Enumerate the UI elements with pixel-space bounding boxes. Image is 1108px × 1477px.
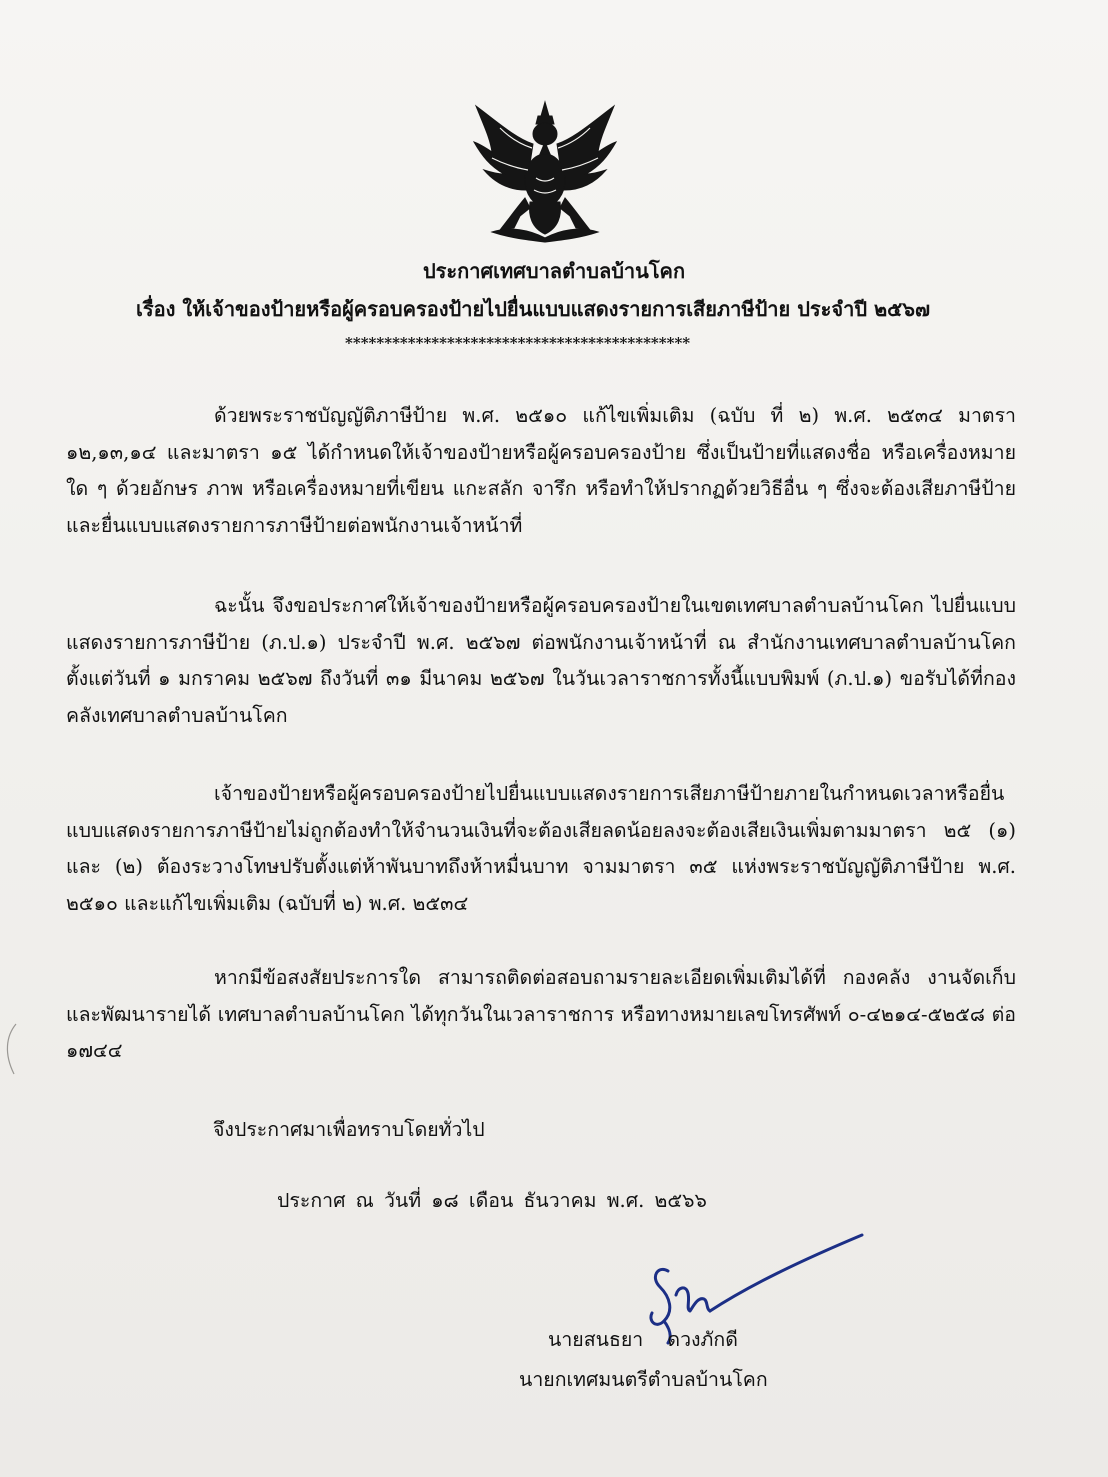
- paragraph-legal-basis: ด้วยพระราชบัญญัติภาษีป้าย พ.ศ. ๒๕๑๐ แก้ไขเพิ่มเติม (ฉบับ ที่ ๒) พ.ศ. ๒๕๓๔ มาตรา ๑๒,๑๓,๑๔ และมาตรา ๑๕ ได้กำหนดให้เจ้าของป้ายหรือผู้ครอบครองป้าย ซึ่งเป็นป้ายที่แสดงชื่อ หรือเครื่องหมายใด ๆ ด้วยอักษร ภาพ หรือเครื่องหมายที่เขียน แกะสลัก จารึก หรือทำให้ปรากฏด้วยวิธีอื่น ๆ ซึ่งจะต้องเสียภาษีป้าย และยื่นแบบแสดงรายการภาษีป้ายต่อพนักงานเจ้าหน้าที่: [66, 404, 1016, 537]
- document-subject: เรื่อง ให้เจ้าของป้ายหรือผู้ครอบครองป้ายไปยื่นแบบแสดงรายการเสียภาษีป้าย ประจำปี ๒๕๖๗: [136, 297, 931, 321]
- paragraph-contact: หากมีข้อสงสัยประการใด สามารถติดต่อสอบถามรายละเอียดเพิ่มเติมได้ที่ กองคลัง งานจัดเก็บและพัฒนารายได้ เทศบาลตำบลบ้านโคก ได้ทุกวันในเวลาราชการ หรือทางหมายเลขโทรศัพท์ ๐-๔๒๑๔-๕๒๕๘ ต่อ ๑๗๔๔: [66, 966, 1016, 1062]
- garuda-emblem-icon: [470, 98, 620, 243]
- document-title: ประกาศเทศบาลตำบลบ้านโคก: [422, 259, 686, 283]
- margin-mark: [0, 1020, 20, 1080]
- paragraph-filing-period: ฉะนั้น จึงขอประกาศให้เจ้าของป้ายหรือผู้ครอบครองป้ายในเขตเทศบาลตำบลบ้านโคก ไปยื่นแบบแสดงรายการภาษีป้าย (ภ.ป.๑) ประจำปี พ.ศ. ๒๕๖๗ ต่อพนักงานเจ้าหน้าที่ ณ สำนักงานเทศบาลตำบลบ้านโคก ตั้งแต่วันที่ ๑ มกราคม ๒๕๖๗ ถึงวันที่ ๓๑ มีนาคม ๒๕๖๗ ในวันเวลาราชการทั้งนี้แบบพิมพ์ (ภ.ป.๑) ขอรับได้ที่กองคลังเทศบาลตำบลบ้านโคก: [66, 594, 1016, 727]
- signer-title: นายกเทศมนตรีตำบลบ้านโคก: [519, 1368, 768, 1391]
- signer-name: นายสนธยา ดวงภักดี: [548, 1328, 738, 1351]
- paragraph-penalty: เจ้าของป้ายหรือผู้ครอบครองป้ายไปยื่นแบบแสดงรายการเสียภาษีป้ายภายในกำหนดเวลาหรือยื่นแบบแสดงรายการภาษีป้ายไม่ถูกต้องทำให้จำนวนเงินที่จะต้องเสียลดน้อยลงจะต้องเสียเงินเพิ่มตามมาตรา ๒๕ (๑) และ (๒) ต้องระวางโทษปรับตั้งแต่ห้าพันบาทถึงห้าหมื่นบาท จามมาตรา ๓๕ แห่งพระราชบัญญัติภาษีป้าย พ.ศ. ๒๕๑๐ และแก้ไขเพิ่มเติม (ฉบับที่ ๒) พ.ศ. ๒๕๓๔: [66, 782, 1016, 915]
- separator-line: ********************************************: [345, 334, 691, 352]
- announcement-date: ประกาศ ณ วันที่ ๑๘ เดือน ธันวาคม พ.ศ. ๒๕๖๖: [277, 1189, 707, 1212]
- closing-statement: จึงประกาศมาเพื่อทราบโดยทั่วไป: [213, 1118, 485, 1141]
